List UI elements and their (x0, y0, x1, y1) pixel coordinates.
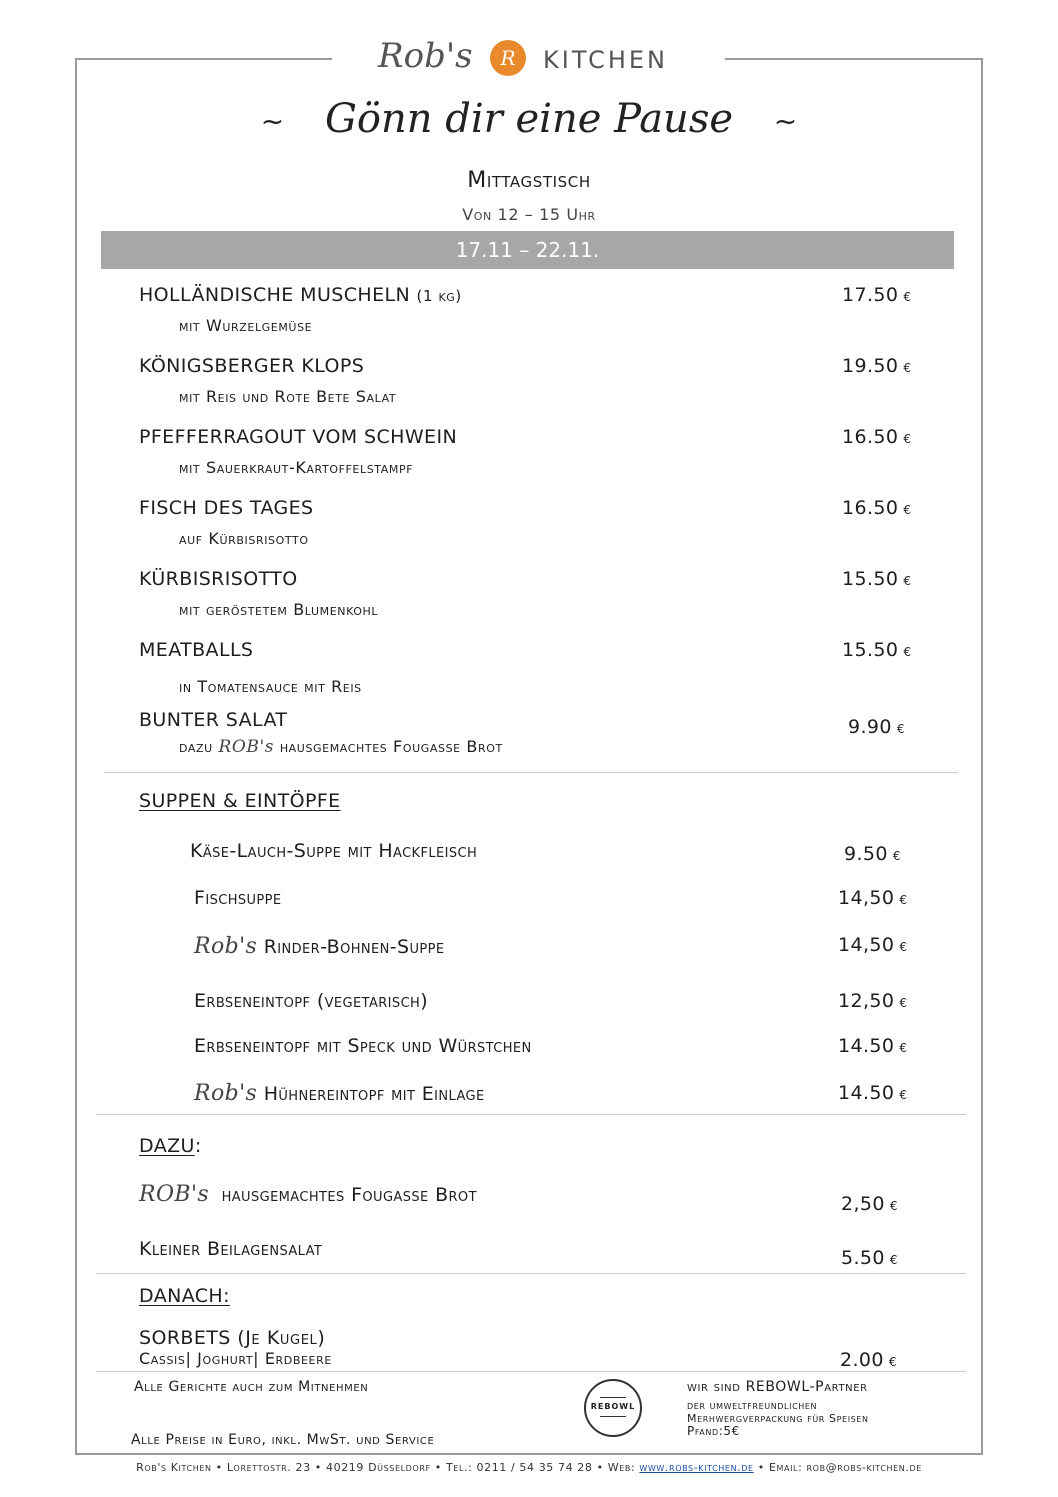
brand-script-inline: Rob's (194, 934, 258, 959)
side-price: 5.50 € (841, 1247, 898, 1269)
address-text: Rob's Kitchen • Lorettostr. 23 • 40219 Düsseldorf • Tel.: 0211 / 54 35 74 28 • Web: (136, 1461, 636, 1474)
website-link[interactable]: www.robs-kitchen.de (639, 1461, 754, 1474)
section-title: Mittagstisch (467, 168, 591, 193)
dish-price: 16.50 € (842, 497, 912, 519)
rebowl-line1: der umweltfreundlichen (687, 1399, 818, 1412)
soup-price: 14,50 € (838, 887, 908, 909)
slogan-text: Gönn dir eine Pause (324, 96, 734, 142)
address-line (0, 1461, 1058, 1474)
frame-top-left (75, 58, 332, 60)
hours: Von 12 – 15 Uhr (462, 205, 596, 224)
divider (96, 1371, 966, 1372)
dish-qty: (1 kg) (416, 287, 462, 305)
soup-name: Fischsuppe (194, 887, 282, 909)
dish-desc: mit Sauerkraut-Kartoffelstampf (179, 458, 414, 477)
dish-name: BUNTER SALAT (139, 709, 288, 731)
dish-price: 19.50 € (842, 355, 912, 377)
dish-price: 15.50 € (842, 568, 912, 590)
dessert-name: SORBETS (Je Kugel) (139, 1327, 326, 1349)
dish-name: KÜRBISRISOTTO (139, 568, 298, 590)
dish-desc: mit Wurzelgemüse (179, 316, 313, 335)
takeaway-note: Alle Gerichte auch zum Mitnehmen (134, 1379, 369, 1395)
soup-price: 9.50 € (844, 843, 901, 865)
prices-note: Alle Preise in Euro, inkl. MwSt. und Service (131, 1432, 435, 1448)
frame-top-right (725, 58, 983, 60)
soup-price: 14.50 € (838, 1082, 908, 1104)
soup-name: Rob's Hühnereintopf mit Einlage (194, 1081, 485, 1106)
date-band (101, 231, 954, 269)
brand-logo (378, 36, 708, 82)
soup-name: Erbseneintopf mit Speck und Würstchen (194, 1035, 532, 1057)
email-text: • Email: rob@robs-kitchen.de (757, 1461, 922, 1474)
divider (96, 1273, 966, 1274)
dish-price: 9.90 € (848, 716, 905, 738)
brand-script-inline: ROB's (218, 737, 275, 757)
rebowl-deposit: Pfand:5€ (687, 1424, 740, 1438)
divider (104, 772, 958, 773)
brand-script: Rob's (378, 36, 473, 76)
dish-desc: auf Kürbisrisotto (179, 529, 309, 548)
dish-name: FISCH DES TAGES (139, 497, 314, 519)
dish-desc: dazu ROB's hausgemachtes Fougasse Brot (179, 737, 503, 757)
brand-script-inline: Rob's (194, 1081, 258, 1106)
dessert-heading: DANACH: (139, 1285, 230, 1307)
slogan-suffix: ~ (773, 104, 798, 138)
dessert-flavors: Cassis| Joghurt| Erdbeere (139, 1349, 332, 1368)
soup-name: Rob's Rinder-Bohnen-Suppe (194, 934, 445, 959)
dish-price: 16.50 € (842, 426, 912, 448)
dish-name: HOLLÄNDISCHE MUSCHELN (1 kg) (139, 284, 462, 306)
date-range: 17.11 – 22.11. (455, 238, 600, 262)
brand-word: KITCHEN (543, 46, 668, 74)
dish-desc: mit Reis und Rote Bete Salat (179, 387, 397, 406)
dish-name: MEATBALLS (139, 639, 254, 661)
frame-left (75, 58, 77, 1455)
brand-script-inline: ROB's (139, 1182, 210, 1207)
dish-price: 15.50 € (842, 639, 912, 661)
dish-desc: mit geröstetem Blumenkohl (179, 600, 379, 619)
soup-name: Erbseneintopf (vegetarisch) (194, 990, 429, 1012)
dish-desc: in Tomatensauce mit Reis (179, 677, 362, 696)
brand-badge-icon: R (490, 40, 526, 76)
dessert-price: 2.00 € (840, 1349, 897, 1371)
rebowl-title: wir sind REBOWL-Partner (687, 1379, 868, 1395)
rebowl-badge-text: REBOWL (590, 1402, 636, 1411)
slogan-prefix: ~ (260, 104, 285, 138)
soup-price: 14,50 € (838, 934, 908, 956)
rebowl-line2: Merhwergverpackung für Speisen (687, 1412, 869, 1425)
dish-name: KÖNIGSBERGER KLOPS (139, 355, 365, 377)
side-name: ROB's hausgemachtes Fougasse Brot (139, 1182, 477, 1207)
sides-heading: DAZU: (139, 1135, 202, 1157)
soup-price: 12,50 € (838, 990, 908, 1012)
frame-right (981, 58, 983, 1455)
divider (96, 1114, 966, 1115)
frame-bottom (75, 1453, 983, 1455)
dish-price: 17.50 € (842, 284, 912, 306)
soup-price: 14.50 € (838, 1035, 908, 1057)
side-name: Kleiner Beilagensalat (139, 1238, 323, 1260)
slogan (0, 96, 1058, 142)
side-price: 2,50 € (841, 1193, 898, 1215)
rebowl-logo-icon (584, 1379, 642, 1437)
soups-heading: SUPPEN & EINTÖPFE (139, 790, 341, 812)
soup-name: Käse-Lauch-Suppe mit Hackfleisch (190, 840, 478, 862)
dish-name: PFEFFERRAGOUT VOM SCHWEIN (139, 426, 458, 448)
dessert-qty: (Je Kugel) (237, 1327, 326, 1349)
